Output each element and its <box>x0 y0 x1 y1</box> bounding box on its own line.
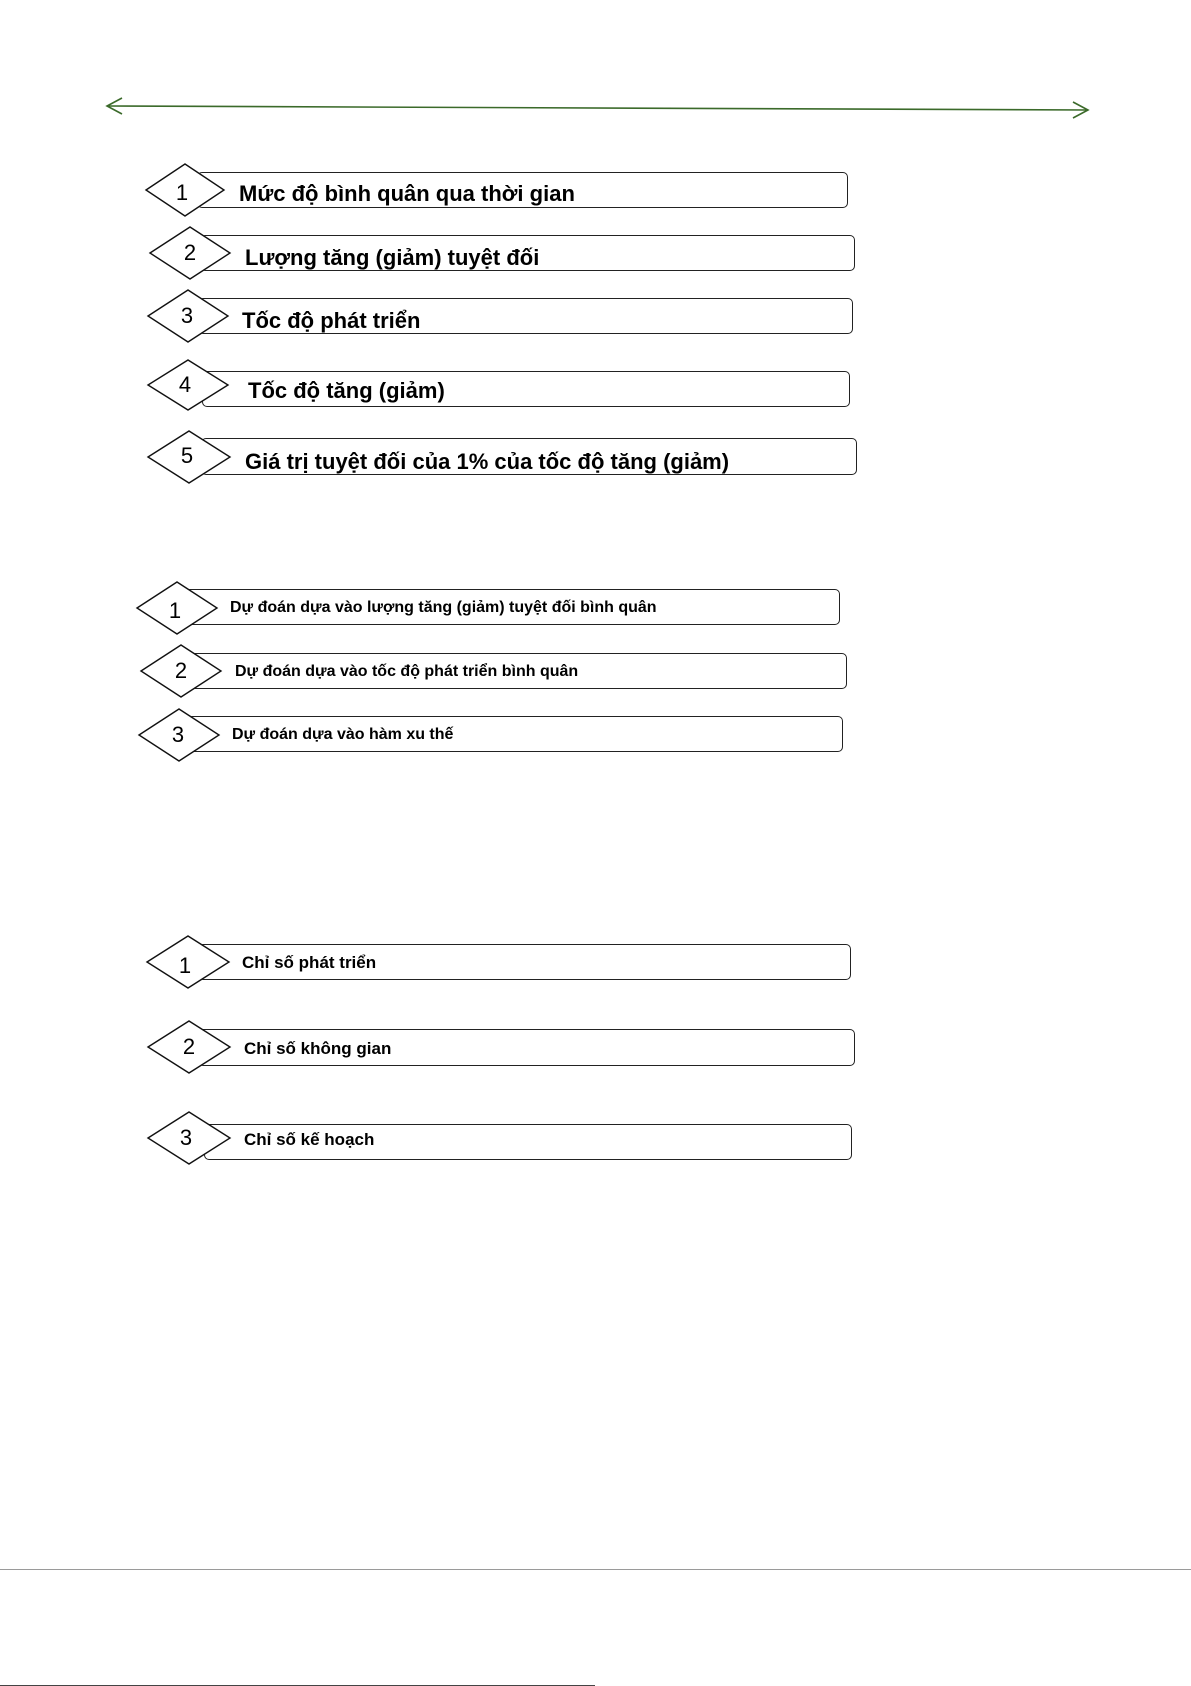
item-number: 4 <box>178 372 192 397</box>
item-label: Dự đoán dựa vào tốc độ phát triển bình quân <box>235 663 579 680</box>
item-number: 2 <box>182 1034 196 1059</box>
item-number: 2 <box>174 658 188 683</box>
item-number: 1 <box>175 180 189 205</box>
item-number: 2 <box>183 240 197 265</box>
item-number: 1 <box>178 953 192 978</box>
item-label: Giá trị tuyệt đối của 1% của tốc độ tăng (giảm) <box>245 449 730 474</box>
item-label: Tốc độ tăng (giảm) <box>248 378 445 403</box>
item-number: 3 <box>179 1125 193 1150</box>
item-label: Mức độ bình quân qua thời gian <box>239 181 575 206</box>
item-label: Tốc độ phát triển <box>242 308 421 333</box>
item-number: 1 <box>168 598 182 623</box>
item-label: Chỉ số không gian <box>244 1039 392 1058</box>
footer-divider <box>0 1569 1191 1570</box>
item-label: Chỉ số kế hoạch <box>244 1130 375 1149</box>
item-label: Dự đoán dựa vào lượng tăng (giảm) tuyệt đối bình quân <box>230 599 657 616</box>
item-label: Chỉ số phát triển <box>242 953 377 972</box>
double-headed-arrow-icon <box>0 0 1191 140</box>
item-number: 3 <box>171 722 185 747</box>
item-number: 5 <box>180 443 194 468</box>
item-number: 3 <box>180 303 194 328</box>
item-label: Lượng tăng (giảm) tuyệt đối <box>245 245 540 270</box>
item-label: Dự đoán dựa vào hàm xu thế <box>232 726 454 743</box>
